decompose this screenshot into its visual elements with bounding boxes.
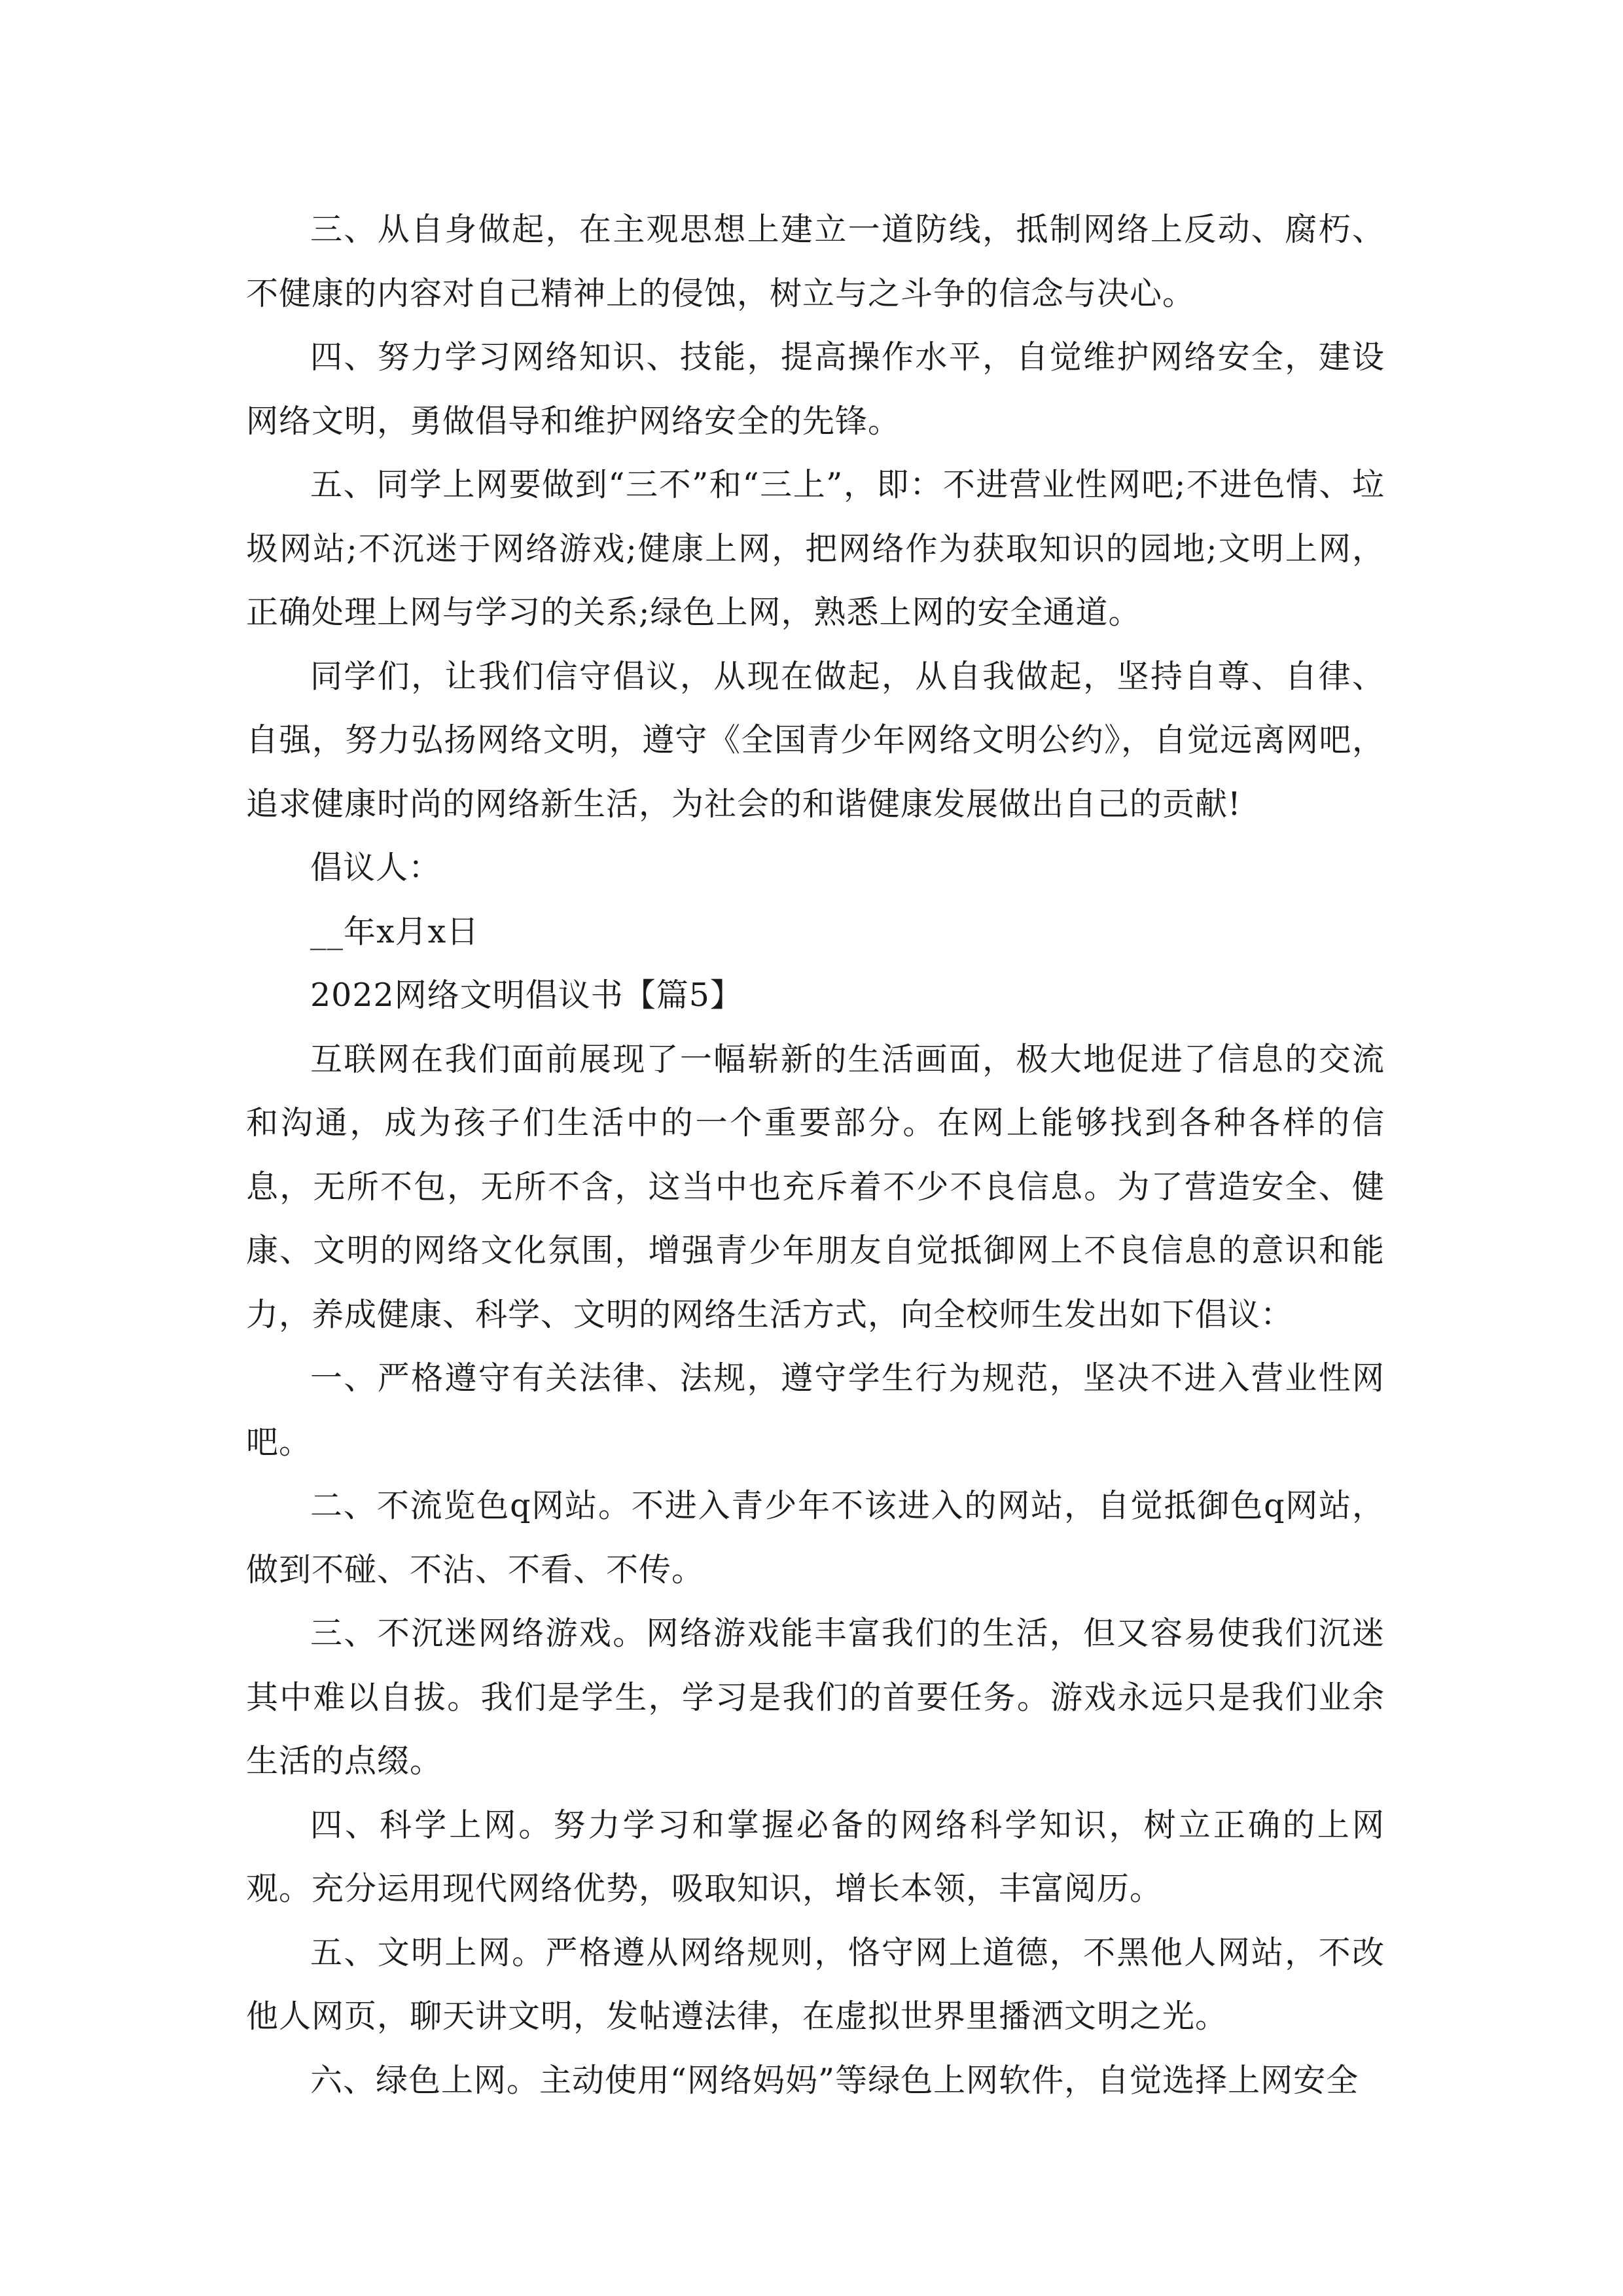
- paragraph-item-5: 五、文明上网。严格遵从网络规则，恪守网上道德，不黑他人网站，不改他人网页，聊天讲文明，发帖遵法律，在虚拟世界里播洒文明之光。: [246, 1933, 1385, 2035]
- paragraph-item-6: 六、绿色上网。主动使用“网络妈妈”等绿色上网软件，自觉选择上网安全: [310, 2061, 1359, 2099]
- paragraph-point-4: 四、努力学习网络知识、技能，提高操作水平，自觉维护网络安全，建设网络文明，勇做倡导和维护网络安全的先锋。: [246, 338, 1385, 440]
- section-heading: 2022网络文明倡议书【篇5】: [310, 977, 743, 1014]
- paragraph-item-2: 二、不流览色q网站。不进入青少年不该进入的网站，自觉抵御色q网站，做到不碰、不沾、不看、不传。: [246, 1487, 1385, 1588]
- paragraph-item-4: 四、科学上网。努力学习和掌握必备的网络科学知识，树立正确的上网观。充分运用现代网络优势，吸取知识，增长本领，丰富阅历。: [246, 1806, 1385, 1907]
- date-line: __年x月x日: [310, 912, 480, 950]
- paragraph-point-5: 五、同学上网要做到“三不”和“三上”，即：不进营业性网吧;不进色情、垃圾网站;不沉迷于网络游戏;健康上网，把网络作为获取知识的园地;文明上网，正确处理上网与学习的关系;绿色上网，熟悉上网的安全通道。: [246, 466, 1385, 631]
- paragraph-point-3: 三、从自身做起，在主观思想上建立一道防线，抵制网络上反动、腐朽、不健康的内容对自己精神上的侵蚀，树立与之斗争的信念与决心。: [246, 211, 1385, 312]
- paragraph-intro: 互联网在我们面前展现了一幅崭新的生活画面，极大地促进了信息的交流和沟通，成为孩子们生活中的一个重要部分。在网上能够找到各种各样的信息，无所不包，无所不含，这当中也充斥着不少不良信息。为了营造安全、健康、文明的网络文化氛围，增强青少年朋友自觉抵御网上不良信息的意识和能力，养成健康、科学、文明的网络生活方式，向全校师生发出如下倡议：: [246, 1040, 1385, 1333]
- paragraph-item-1: 一、严格遵守有关法律、法规，遵守学生行为规范，坚决不进入营业性网吧。: [246, 1359, 1385, 1461]
- paragraph-item-3: 三、不沉迷网络游戏。网络游戏能丰富我们的生活，但又容易使我们沉迷其中难以自拔。我们是学生，学习是我们的首要任务。游戏永远只是我们业余生活的点缀。: [246, 1615, 1385, 1780]
- document-body: [246, 198, 1385, 2112]
- paragraph-appeal: 同学们，让我们信守倡议，从现在做起，从自我做起，坚持自尊、自律、自强，努力弘扬网络文明，遵守《全国青少年网络文明公约》，自觉远离网吧，追求健康时尚的网络新生活，为社会的和谐健康发展做出自己的贡献!: [246, 657, 1385, 823]
- signature-label: 倡议人：: [310, 849, 442, 886]
